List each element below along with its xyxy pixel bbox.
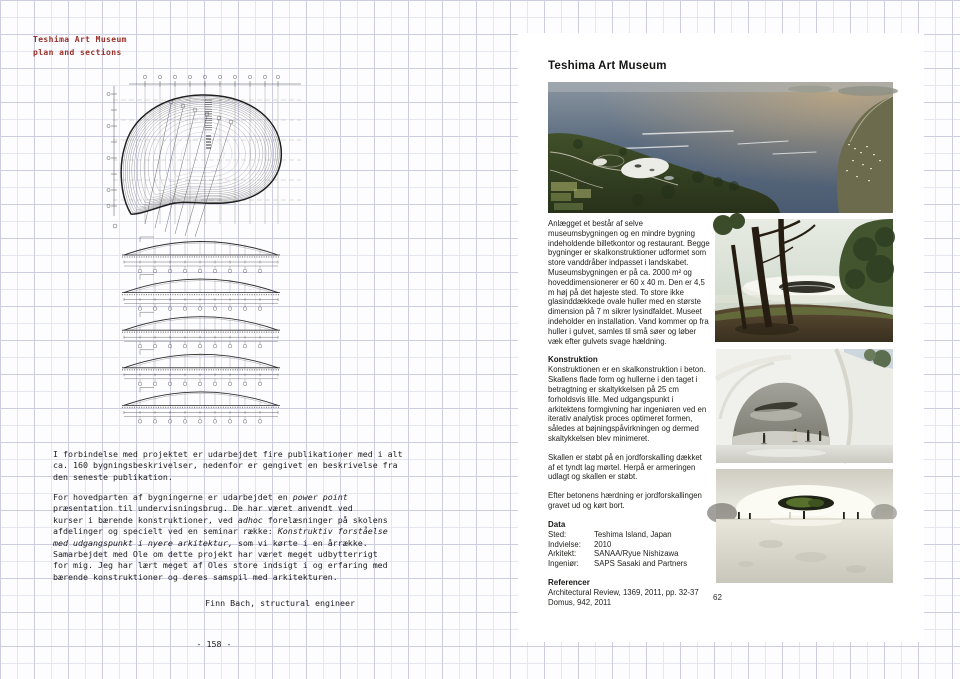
data-row-value: SANAA/Ryue Nishizawa bbox=[594, 549, 679, 559]
data-row-label: Indvielse: bbox=[548, 539, 581, 549]
text-line: Samarbejdet med Ole om dette projekt har været meget udbytterrigt bbox=[53, 549, 378, 560]
data-row-label: Sted: bbox=[548, 529, 567, 539]
interior-arch-photo bbox=[716, 349, 893, 463]
interior-oculus-photo bbox=[716, 469, 893, 583]
signature: Finn Bach, structural engineer bbox=[205, 598, 355, 608]
reference-list bbox=[548, 588, 710, 608]
left-paragraph-2 bbox=[53, 492, 388, 583]
data-row bbox=[548, 549, 710, 559]
left-header-line1: Teshima Art Museum bbox=[33, 35, 127, 44]
data-table bbox=[548, 530, 710, 569]
data-row bbox=[548, 559, 710, 569]
left-header-line2: plan and sections bbox=[33, 48, 122, 57]
konstruktion-paragraph-1: Konstruktionen er en skalkonstruktion i beton. Skallens flade form og hullerne i den taget i betragtning er skaltykkelsen på 25 cm forholdsvis lille. Med udgangspunkt i arkitektens formgivning har ingeniøren ved en iterativ analytisk proces optimeret formen, således at bøjningspåvirkningen og dermed skaltykkelsen blev minimeret. bbox=[548, 365, 707, 443]
data-row-label: Ingeniør: bbox=[548, 559, 579, 569]
data-heading: Data bbox=[548, 519, 566, 529]
text-line: afdelinger og specielt ved en seminar række: Konstruktiv forståelse bbox=[53, 526, 388, 537]
reference-item: Domus, 942, 2011 bbox=[548, 597, 612, 607]
text-line: for mig. Jeg har lært meget af Oles store indsigt i og erfaring med bbox=[53, 560, 388, 571]
data-row-label: Arkitekt: bbox=[548, 549, 577, 559]
stair-detail bbox=[205, 100, 212, 148]
konstruktion-heading: Konstruktion bbox=[548, 355, 598, 365]
text-line: med udgangspunkt i nyere arkitektur, som vi kørte i en årrække. bbox=[53, 537, 368, 548]
text-line: ca. 160 bygningsbeskrivelser, nedenfor er gengivet en beskrivelse fra bbox=[53, 460, 398, 471]
text-line: For hovedparten af bygningerne er udarbejdet en power point bbox=[53, 492, 348, 502]
referencer-heading: Referencer bbox=[548, 577, 590, 587]
data-row-value: SAPS Sasaki and Partners bbox=[594, 559, 688, 569]
data-row bbox=[548, 540, 710, 550]
left-dimension-strip bbox=[107, 86, 117, 228]
konstruktion-paragraph-3: Efter betonens hærdning er jordforskallingen gravet ud og kørt bort. bbox=[548, 491, 702, 510]
page-title: Teshima Art Museum bbox=[548, 60, 667, 72]
right-page-number: 62 bbox=[713, 593, 722, 602]
reference-item: Architectural Review, 1369, 2011, pp. 32-37 bbox=[548, 587, 699, 597]
body-text-column bbox=[548, 219, 710, 608]
text-line: præsentation til undervisningsbrug. De har været anvendt ved bbox=[53, 503, 353, 514]
left-page-number: - 158 - bbox=[196, 639, 232, 649]
data-row bbox=[548, 530, 710, 540]
data-row-value: Teshima Island, Japan bbox=[594, 529, 672, 539]
text-line: kurser i bærende konstruktioner, ved adhoc forelæsninger på skolens bbox=[53, 514, 388, 525]
left-page-header bbox=[33, 33, 127, 59]
data-row-value: 2010 bbox=[594, 539, 612, 549]
konstruktion-paragraph-2: Skallen er støbt på en jordforskalling dækket af et tyndt lag mørtel. Herpå er armeringen udlagt og skallen er støbt. bbox=[548, 452, 702, 482]
aerial-photo bbox=[548, 82, 893, 213]
right-page bbox=[518, 33, 924, 642]
text-line: den seneste publikation. bbox=[53, 471, 173, 482]
text-line: bærende konstruktioner og deres samspil med arkitekturen. bbox=[53, 571, 338, 582]
section-drawings bbox=[116, 236, 286, 424]
plan-drawing bbox=[105, 66, 315, 241]
text-line: I forbindelse med projektet er udarbejdet fire publikationer med i alt bbox=[53, 449, 403, 459]
intro-paragraph: Anlægget et består af selve museumsbygningen og en mindre bygning indeholdende billetkontor og restaurant. Begge bygninger er skalkonstruktioner udformet som store vanddråber indpasset i landskabet. Museumsbygningen er på ca. 2000 m² og hoveddimensionerer er 60 x 40 m. Den er 4,5 m høj på det højeste sted. To store ikke glasinddækkede ovale huller med en største dimension på 7 m sikrer lysindfaldet. Museet indeholder en installation. Vand kommer op fra huller i gulvet, samles til små søer og løber væk efter gulvets svage hældning. bbox=[548, 219, 710, 346]
top-dimension-ticks bbox=[143, 75, 279, 87]
museum-landscape-photo bbox=[715, 219, 893, 342]
left-paragraph-1 bbox=[53, 449, 403, 483]
